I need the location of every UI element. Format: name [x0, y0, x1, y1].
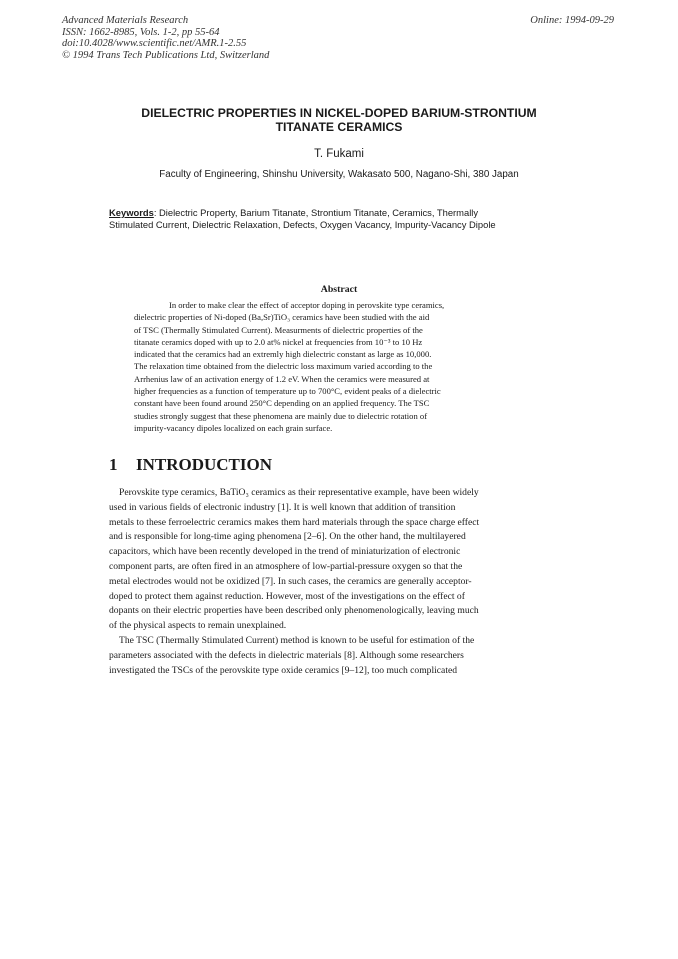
keywords-text: : Dielectric Property, Barium Titanate, Strontium Titanate, Ceramics, Thermally — [153, 207, 479, 218]
journal-header — [62, 15, 269, 61]
abstract-line: constant have been found around 250°C depending on an applied frequency. The TSC — [134, 398, 430, 409]
abstract-line: titanate ceramics doped with up to 2.0 at% nickel at frequencies from 10⁻³ to 10 Hz — [134, 336, 423, 347]
body-line: doped to protect them against reduction. However, most of the investigations on the effect of — [109, 590, 465, 602]
abstract-line: Arrhenius law of an activation energy of 1.2 eV. When the ceramics were measured at — [134, 373, 430, 384]
body-line: dopants on their electric properties have been described only phenomenologically, leaving much — [109, 605, 479, 617]
author: T. Fukami — [314, 148, 364, 160]
section-number: 1 — [109, 455, 118, 474]
keywords-label: Keywords — [109, 207, 154, 218]
body-line: parameters associated with the defects in dielectric materials [8]. Although some researchers — [109, 649, 464, 661]
paper-title — [100, 106, 578, 134]
section-title: INTRODUCTION — [136, 455, 273, 474]
body-line: The TSC (Thermally Stimulated Current) method is known to be useful for estimation of the — [119, 634, 475, 646]
body-text — [109, 486, 541, 678]
abstract-line: indicated that the ceramics had an extremly high dielectric constant as large as 10,000. — [134, 349, 432, 360]
abstract-heading: Abstract — [320, 284, 358, 295]
body-line: component parts, are often fired in an atmosphere of low-partial-pressure oxygen so that the — [109, 560, 463, 572]
keywords-line — [109, 207, 539, 219]
journal-name: Advanced Materials Research — [62, 15, 189, 26]
body-line: metal electrodes would not be oxidized [7]. In such cases, the ceramics are generally acceptor- — [109, 575, 472, 587]
title-line: TITANATE CERAMICS — [275, 120, 403, 134]
section-heading — [109, 455, 272, 475]
body-line: metals to these ferroelectric ceramics makes them hard materials through the space charge effect — [109, 516, 480, 528]
copyright-line: © 1994 Trans Tech Publications Ltd, Switzerland — [62, 49, 270, 61]
body-line: of the physical aspects to remain unexplained. — [109, 620, 287, 632]
abstract-line: In order to make clear the effect of acceptor doping in perovskite type ceramics, — [169, 300, 445, 310]
body-line: investigated the TSCs of the perovskite type oxide ceramics [9–12], too much complicated — [109, 664, 458, 676]
body-line: used in various fields of electronic industry [1]. It is well known that addition of transition — [109, 501, 456, 513]
abstract-line: dielectric properties of Ni-doped (Ba,Sr)TiO₃ ceramics have been studied with the aid — [134, 312, 430, 323]
doi-line: doi:10.4028/www.scientific.net/AMR.1-2.55 — [62, 38, 247, 49]
issn-line: ISSN: 1662-8985, Vols. 1-2, pp 55-64 — [62, 26, 220, 38]
body-line: and is responsible for long-time aging phenomena [2–6]. On the other hand, the multilayered — [109, 531, 466, 543]
keywords — [109, 207, 539, 231]
abstract-line: impurity-vacancy dipoles localized on each grain surface. — [134, 422, 333, 433]
online-date: Online: 1994-09-29 — [530, 15, 614, 26]
keywords-line: Stimulated Current, Dielectric Relaxation, Defects, Oxygen Vacancy, Impurity-Vacancy Dipole — [109, 219, 496, 230]
body-line: capacitors, which have been recently developed in the trend of miniaturization of electronic — [109, 546, 461, 558]
affiliation: Faculty of Engineering, Shinshu University, Wakasato 500, Nagano-Shi, 380 Japan — [159, 169, 519, 180]
abstract-body — [134, 299, 516, 434]
title-line: DIELECTRIC PROPERTIES IN NICKEL-DOPED BARIUM-STRONTIUM — [141, 106, 537, 120]
abstract-line: of TSC (Thermally Stimulated Current). Measurments of dielectric properties of the — [134, 324, 423, 335]
abstract-line: higher frequencies as a function of temperature up to 700°C, evident peaks of a dielectric — [134, 386, 441, 397]
abstract-line: studies strongly suggest that these phenomena are mainly due to dielectric rotation of — [134, 410, 428, 421]
body-line: Perovskite type ceramics, BaTiO₃ ceramics as their representative example, have been widely — [119, 487, 479, 498]
abstract-line: The relaxation time obtained from the dielectric loss maximum varied according to the — [134, 361, 433, 372]
